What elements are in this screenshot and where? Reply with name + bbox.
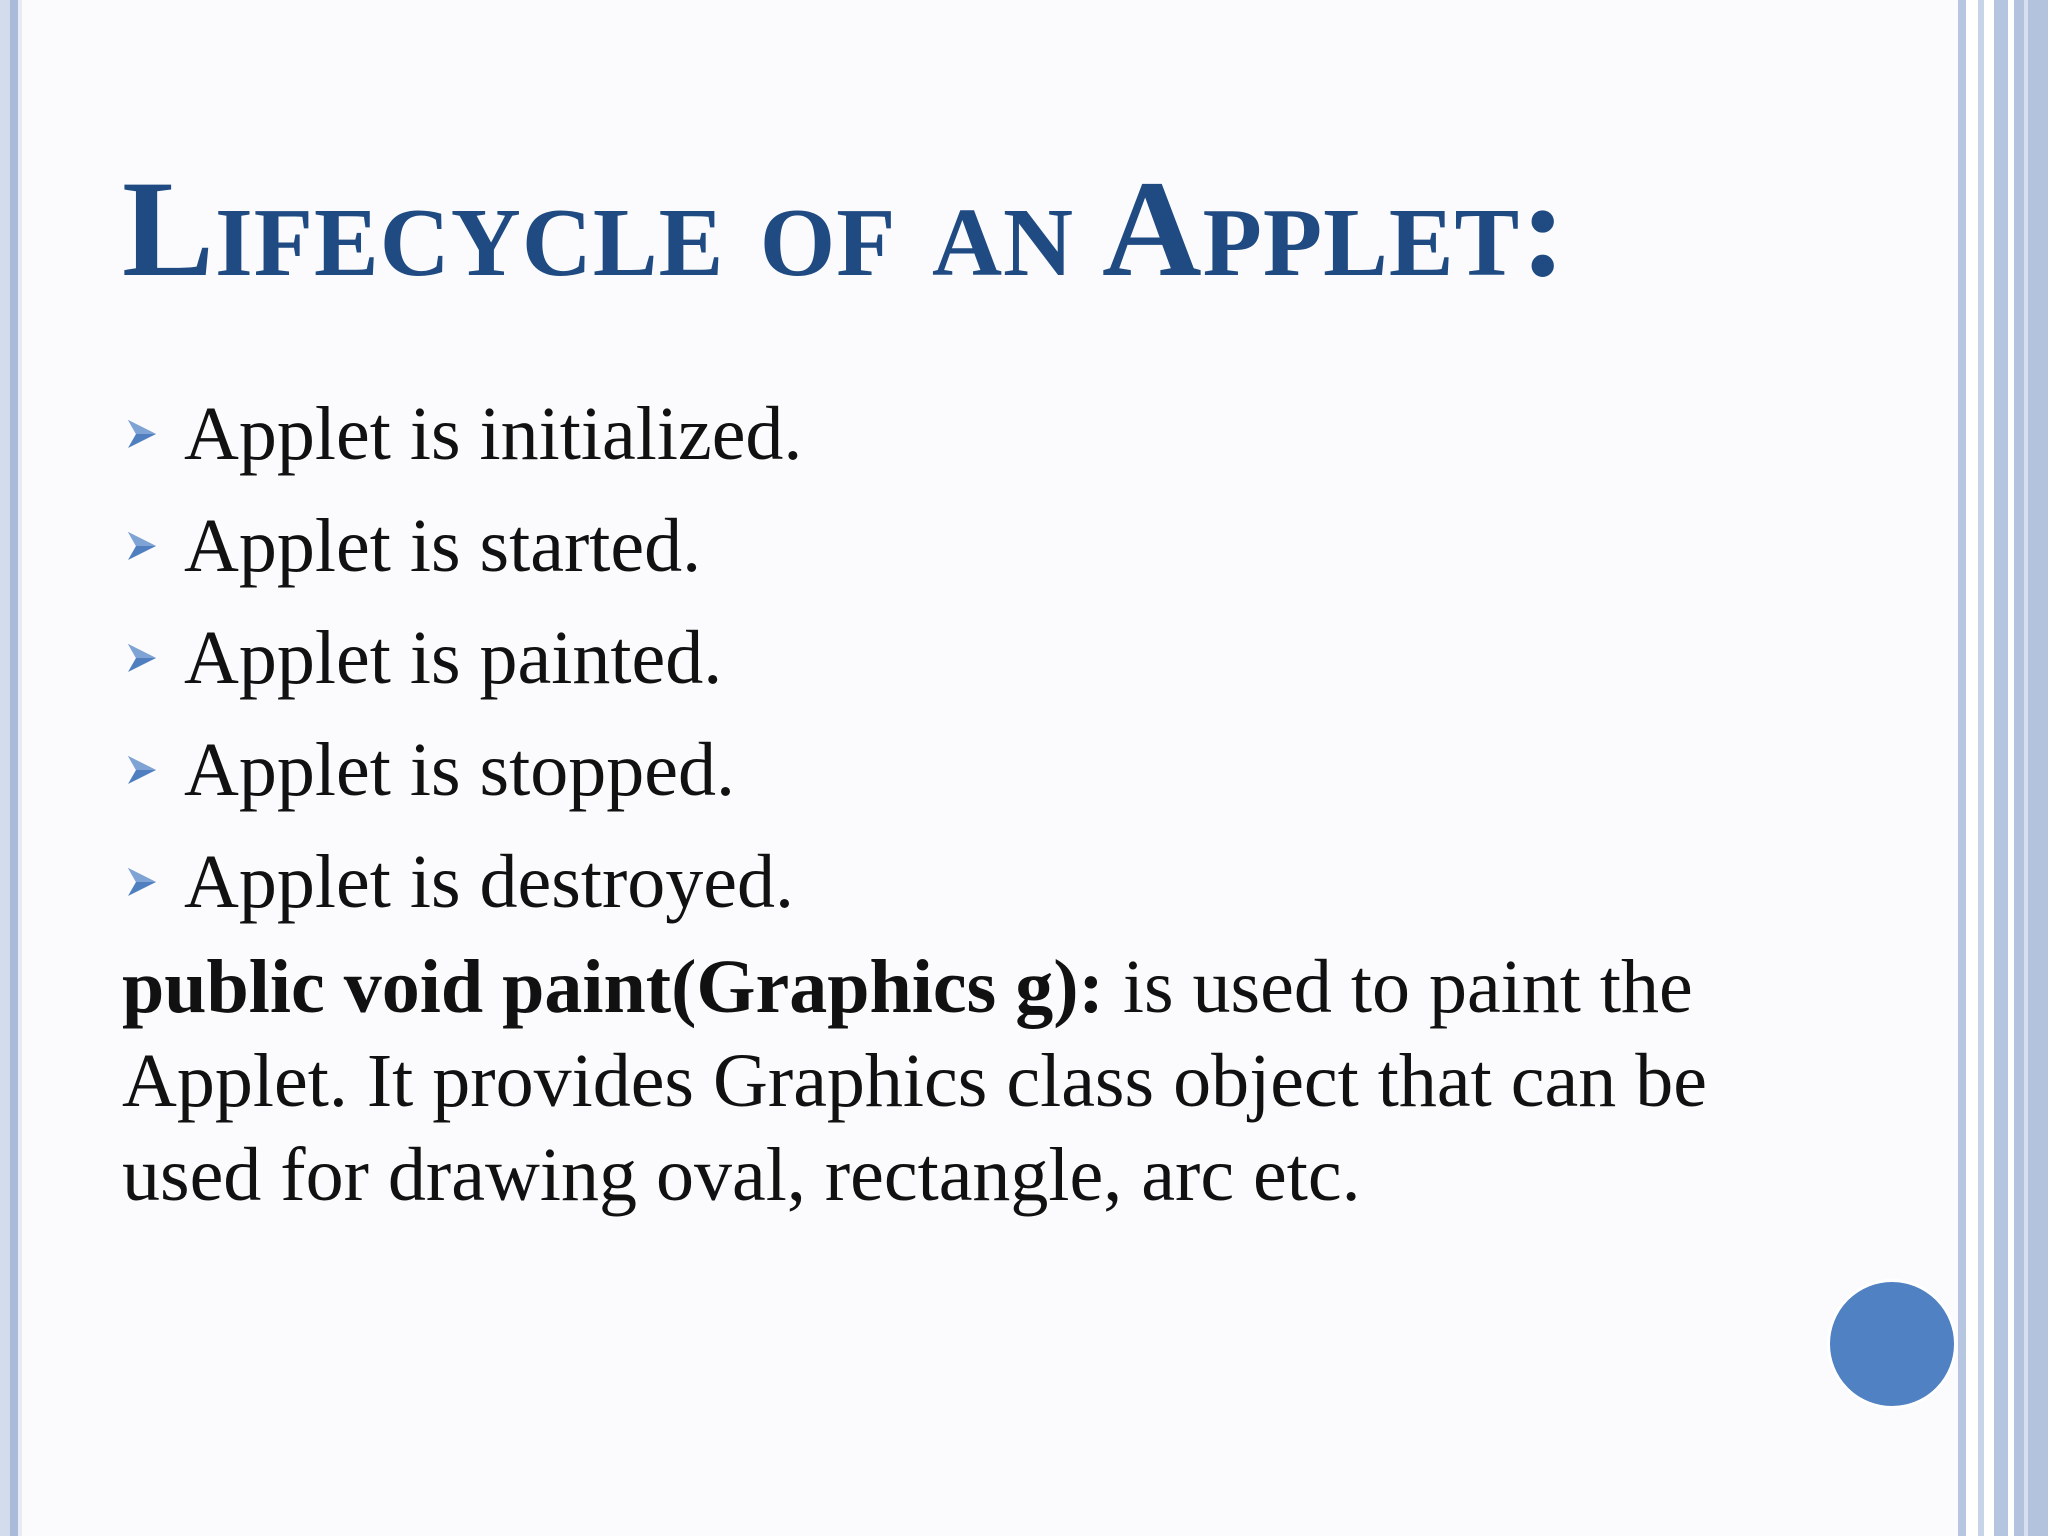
bullet-item xyxy=(122,378,802,490)
right-border-stripe xyxy=(2014,0,2048,1536)
right-border-stripe xyxy=(1994,0,2008,1536)
left-border-stripe xyxy=(18,0,22,1536)
method-signature: public void paint(Graphics g): xyxy=(122,945,1104,1029)
bullet-text: Applet is initialized. xyxy=(184,391,803,476)
bullet-text: Applet is destroyed. xyxy=(184,839,795,924)
arrowhead-bullet-icon xyxy=(122,862,184,902)
bullet-item xyxy=(122,714,802,826)
method-explanation: is used to paint the Applet. It provides Graphics class object that can be used for drawing oval, rectangle, arc etc. xyxy=(122,945,1707,1217)
bullet-item xyxy=(122,602,802,714)
arrowhead-bullet-icon xyxy=(122,526,184,566)
right-border-stripe xyxy=(1958,0,1966,1536)
right-border-stripe xyxy=(1978,0,1984,1536)
arrowhead-bullet-icon xyxy=(122,414,184,454)
method-description xyxy=(122,940,1722,1222)
circle-decoration xyxy=(1827,1279,1957,1409)
arrowhead-bullet-icon xyxy=(122,638,184,678)
bullet-list xyxy=(122,378,802,938)
bullet-item xyxy=(122,490,802,602)
left-border-stripe xyxy=(0,0,10,1536)
right-border-stripe xyxy=(2024,0,2028,1536)
arrowhead-bullet-icon xyxy=(122,750,184,790)
bullet-text: Applet is started. xyxy=(184,503,702,588)
bullet-item xyxy=(122,826,802,938)
left-border-stripe xyxy=(10,0,18,1536)
bullet-text: Applet is painted. xyxy=(184,615,723,700)
bullet-text: Applet is stopped. xyxy=(184,727,735,812)
slide-title: Lifecycle of an Applet: xyxy=(122,152,1568,305)
